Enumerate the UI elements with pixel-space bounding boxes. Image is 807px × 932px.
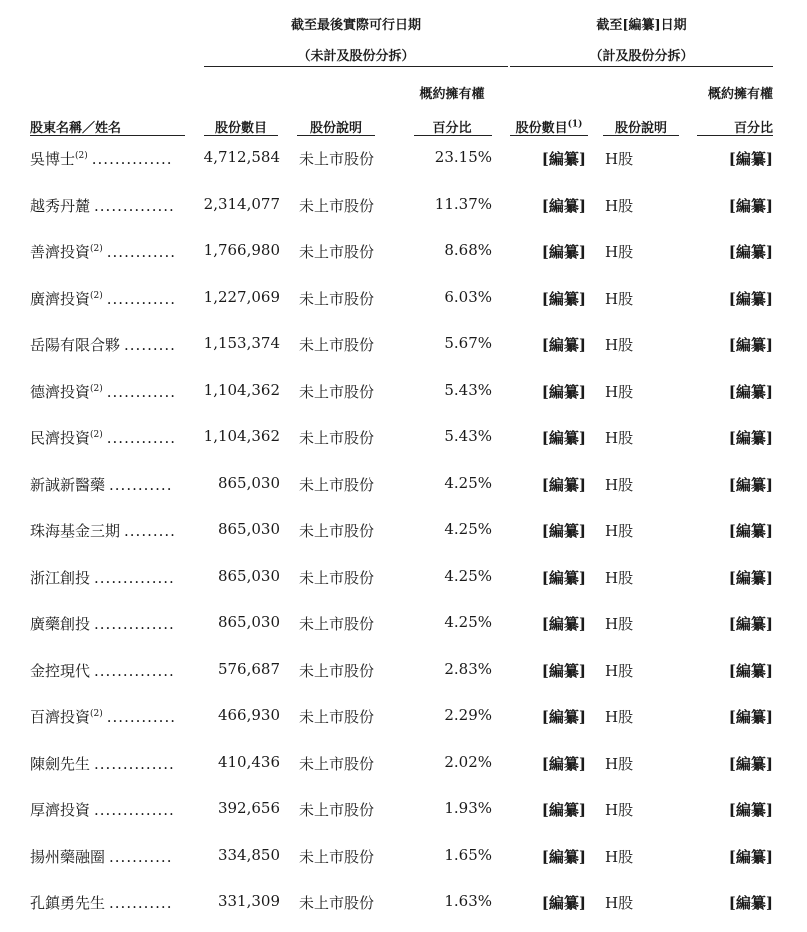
ownership-pct-after: [編纂] <box>728 522 773 540</box>
leader-dots: .............. <box>94 662 175 680</box>
holder-name: 新誠新醫藥 <box>30 476 106 494</box>
shares-before-split: 466,930 <box>217 706 280 724</box>
col-shares1-header: 股份數目 <box>214 121 267 136</box>
holder-name: 珠海基金三期 <box>30 522 121 540</box>
col-desc1-header: 股份說明 <box>309 121 362 136</box>
holder-name: 廣濟投資 <box>30 290 91 308</box>
holder-name: 德濟投資 <box>30 383 91 401</box>
group1-rule <box>204 66 508 67</box>
share-description-before: 未上市股份 <box>299 801 375 819</box>
holder-name-cell <box>30 753 192 774</box>
ownership-pct-before: 4.25% <box>444 567 492 585</box>
leader-dots: ............ <box>106 243 176 261</box>
shares-after-split: [編纂] <box>541 383 586 401</box>
share-description-before: 未上市股份 <box>299 615 375 633</box>
shares-after-split: [編纂] <box>541 662 586 680</box>
ownership-pct-before: 5.43% <box>444 381 492 399</box>
shares-before-split: 865,030 <box>217 474 280 492</box>
col-shares1-rule <box>204 135 278 136</box>
col-shares2-footnote: (1) <box>567 119 583 130</box>
ownership-pct-after: [編纂] <box>728 197 773 215</box>
holder-footnote: (2) <box>75 151 88 161</box>
ownership-pct-before: 11.37% <box>434 195 492 213</box>
holder-name: 厚濟投資 <box>30 801 91 819</box>
share-description-after: H股 <box>605 708 634 726</box>
holder-name-cell <box>30 474 192 495</box>
leader-dots: ......... <box>124 336 176 354</box>
ownership-pct-after: [編纂] <box>728 615 773 633</box>
shares-before-split: 865,030 <box>217 613 280 631</box>
holder-name: 百濟投資 <box>30 708 91 726</box>
share-description-after: H股 <box>605 755 634 773</box>
share-description-before: 未上市股份 <box>299 476 375 494</box>
col-shares2-header <box>510 117 588 136</box>
holder-name: 岳陽有限合夥 <box>30 336 121 354</box>
ownership-pct-before: 5.43% <box>444 427 492 445</box>
share-description-before: 未上市股份 <box>299 848 375 866</box>
ownership-pct-before: 1.65% <box>444 846 492 864</box>
ownership-pct-before: 4.25% <box>444 613 492 631</box>
ownership-pct-after: [編纂] <box>728 150 773 168</box>
shares-before-split: 331,309 <box>217 892 280 910</box>
ownership-pct-after: [編纂] <box>728 383 773 401</box>
holder-name: 善濟投資 <box>30 243 91 261</box>
ownership-pct-after: [編纂] <box>728 429 773 447</box>
col-desc1-rule <box>297 135 375 136</box>
share-description-before: 未上市股份 <box>299 290 375 308</box>
shares-before-split: 1,104,362 <box>203 381 280 399</box>
holder-name: 廣藥創投 <box>30 615 91 633</box>
leader-dots: ........... <box>109 476 173 494</box>
shares-after-split: [編纂] <box>541 894 586 912</box>
share-description-after: H股 <box>605 243 634 261</box>
share-description-before: 未上市股份 <box>299 662 375 680</box>
shares-after-split: [編纂] <box>541 848 586 866</box>
share-description-after: H股 <box>605 801 634 819</box>
ownership-pct-before: 4.25% <box>444 520 492 538</box>
col-pct2-rule <box>697 135 773 136</box>
share-description-before: 未上市股份 <box>299 708 375 726</box>
holder-name: 孔鎮勇先生 <box>30 894 106 912</box>
leader-dots: .............. <box>94 801 175 819</box>
holder-footnote: (2) <box>90 430 103 440</box>
share-description-before: 未上市股份 <box>299 755 375 773</box>
col-pct1-header-line1: 概約擁有權 <box>419 87 485 102</box>
holder-name-cell <box>30 334 192 355</box>
holder-name-cell <box>30 799 192 820</box>
holder-name-cell <box>30 381 192 402</box>
share-description-after: H股 <box>605 848 634 866</box>
holder-name-cell <box>30 148 192 169</box>
shares-after-split: [編纂] <box>541 801 586 819</box>
share-description-before: 未上市股份 <box>299 383 375 401</box>
col-pct1-rule <box>414 135 492 136</box>
shares-after-split: [編纂] <box>541 615 586 633</box>
share-description-after: H股 <box>605 662 634 680</box>
share-description-after: H股 <box>605 476 634 494</box>
share-description-after: H股 <box>605 290 634 308</box>
col-pct1-header-line2: 百分比 <box>432 121 472 136</box>
shares-after-split: [編纂] <box>541 569 586 587</box>
shares-before-split: 334,850 <box>217 846 280 864</box>
ownership-pct-after: [編纂] <box>728 894 773 912</box>
leader-dots: .............. <box>94 569 175 587</box>
holder-footnote: (2) <box>90 244 103 254</box>
leader-dots: .............. <box>94 197 175 215</box>
col-shares2-label: 股份數目 <box>515 121 568 136</box>
group2-title: 截至[編纂]日期 <box>596 18 687 33</box>
share-description-after: H股 <box>605 522 634 540</box>
holder-name-cell <box>30 892 192 913</box>
leader-dots: ........... <box>109 894 173 912</box>
holder-name-cell <box>30 660 192 681</box>
leader-dots: ............ <box>106 429 176 447</box>
ownership-pct-after: [編纂] <box>728 476 773 494</box>
holder-name-cell <box>30 613 192 634</box>
leader-dots: .............. <box>94 615 175 633</box>
shares-after-split: [編纂] <box>541 429 586 447</box>
ownership-pct-after: [編纂] <box>728 336 773 354</box>
col-shares2-rule <box>510 135 588 136</box>
group1-title: 截至最後實際可行日期 <box>290 18 421 33</box>
holder-name-cell <box>30 567 192 588</box>
share-description-after: H股 <box>605 336 634 354</box>
ownership-pct-before: 4.25% <box>444 474 492 492</box>
leader-dots: ......... <box>124 522 176 540</box>
ownership-pct-before: 1.93% <box>444 799 492 817</box>
ownership-pct-after: [編纂] <box>728 755 773 773</box>
share-description-before: 未上市股份 <box>299 336 375 354</box>
ownership-pct-after: [編纂] <box>728 290 773 308</box>
shares-before-split: 1,104,362 <box>203 427 280 445</box>
shares-after-split: [編纂] <box>541 476 586 494</box>
share-description-before: 未上市股份 <box>299 243 375 261</box>
holder-name: 陳劍先生 <box>30 755 91 773</box>
shares-after-split: [編纂] <box>541 522 586 540</box>
holder-footnote: (2) <box>90 291 103 301</box>
shares-before-split: 392,656 <box>217 799 280 817</box>
share-description-before: 未上市股份 <box>299 569 375 587</box>
share-description-after: H股 <box>605 894 634 912</box>
holder-footnote: (2) <box>90 384 103 394</box>
shares-after-split: [編纂] <box>541 243 586 261</box>
holder-name: 越秀丹麓 <box>30 197 91 215</box>
holder-name-cell <box>30 706 192 727</box>
shares-before-split: 865,030 <box>217 520 280 538</box>
share-description-after: H股 <box>605 429 634 447</box>
leader-dots: ............ <box>106 383 176 401</box>
ownership-pct-before: 2.29% <box>444 706 492 724</box>
share-description-before: 未上市股份 <box>299 429 375 447</box>
ownership-pct-before: 1.63% <box>444 892 492 910</box>
shares-after-split: [編纂] <box>541 290 586 308</box>
holder-name-cell <box>30 520 192 541</box>
ownership-pct-after: [編纂] <box>728 708 773 726</box>
ownership-pct-before: 2.83% <box>444 660 492 678</box>
holder-name-cell <box>30 195 192 216</box>
shares-after-split: [編纂] <box>541 755 586 773</box>
col-holder-rule <box>30 135 185 136</box>
leader-dots: ............ <box>106 290 176 308</box>
holder-name: 吳博士 <box>30 150 76 168</box>
group2-rule <box>510 66 773 67</box>
group1-subtitle: （未計及股份分拆） <box>297 49 415 64</box>
holder-name-cell <box>30 846 192 867</box>
holder-name-cell <box>30 427 192 448</box>
shares-after-split: [編纂] <box>541 336 586 354</box>
col-desc2-rule <box>603 135 679 136</box>
shares-before-split: 1,153,374 <box>203 334 280 352</box>
ownership-pct-before: 5.67% <box>444 334 492 352</box>
leader-dots: ........... <box>109 848 173 866</box>
share-description-after: H股 <box>605 569 634 587</box>
holder-name: 揚州藥融圈 <box>30 848 106 866</box>
shares-before-split: 1,227,069 <box>203 288 280 306</box>
ownership-pct-after: [編纂] <box>728 801 773 819</box>
share-description-after: H股 <box>605 615 634 633</box>
shares-before-split: 576,687 <box>217 660 280 678</box>
share-description-before: 未上市股份 <box>299 197 375 215</box>
holder-name: 金控現代 <box>30 662 91 680</box>
shares-before-split: 410,436 <box>217 753 280 771</box>
holder-name: 民濟投資 <box>30 429 91 447</box>
leader-dots: .............. <box>94 755 175 773</box>
share-description-before: 未上市股份 <box>299 150 375 168</box>
col-pct2-header-line1: 概約擁有權 <box>707 87 773 102</box>
col-holder-header: 股東名稱／姓名 <box>30 121 122 136</box>
group2-subtitle: （計及股份分拆） <box>589 49 694 64</box>
holder-footnote: (2) <box>90 709 103 719</box>
ownership-pct-after: [編纂] <box>728 569 773 587</box>
holder-name-cell <box>30 241 192 262</box>
ownership-pct-before: 8.68% <box>444 241 492 259</box>
shares-before-split: 865,030 <box>217 567 280 585</box>
holder-name-cell <box>30 288 192 309</box>
shares-after-split: [編纂] <box>541 197 586 215</box>
shares-before-split: 4,712,584 <box>203 148 280 166</box>
shares-after-split: [編纂] <box>541 708 586 726</box>
share-description-before: 未上市股份 <box>299 894 375 912</box>
shares-before-split: 2,314,077 <box>203 195 280 213</box>
col-desc2-header: 股份說明 <box>614 121 667 136</box>
share-description-after: H股 <box>605 150 634 168</box>
ownership-pct-before: 6.03% <box>444 288 492 306</box>
holder-name: 浙江創投 <box>30 569 91 587</box>
leader-dots: ............ <box>106 708 176 726</box>
shares-after-split: [編纂] <box>541 150 586 168</box>
ownership-pct-after: [編纂] <box>728 662 773 680</box>
ownership-pct-after: [編纂] <box>728 848 773 866</box>
ownership-pct-before: 2.02% <box>444 753 492 771</box>
ownership-pct-before: 23.15% <box>434 148 492 166</box>
col-pct2-header-line2: 百分比 <box>733 121 773 136</box>
share-description-after: H股 <box>605 383 634 401</box>
share-description-after: H股 <box>605 197 634 215</box>
share-description-before: 未上市股份 <box>299 522 375 540</box>
shares-before-split: 1,766,980 <box>203 241 280 259</box>
ownership-pct-after: [編纂] <box>728 243 773 261</box>
leader-dots: .............. <box>91 150 173 168</box>
